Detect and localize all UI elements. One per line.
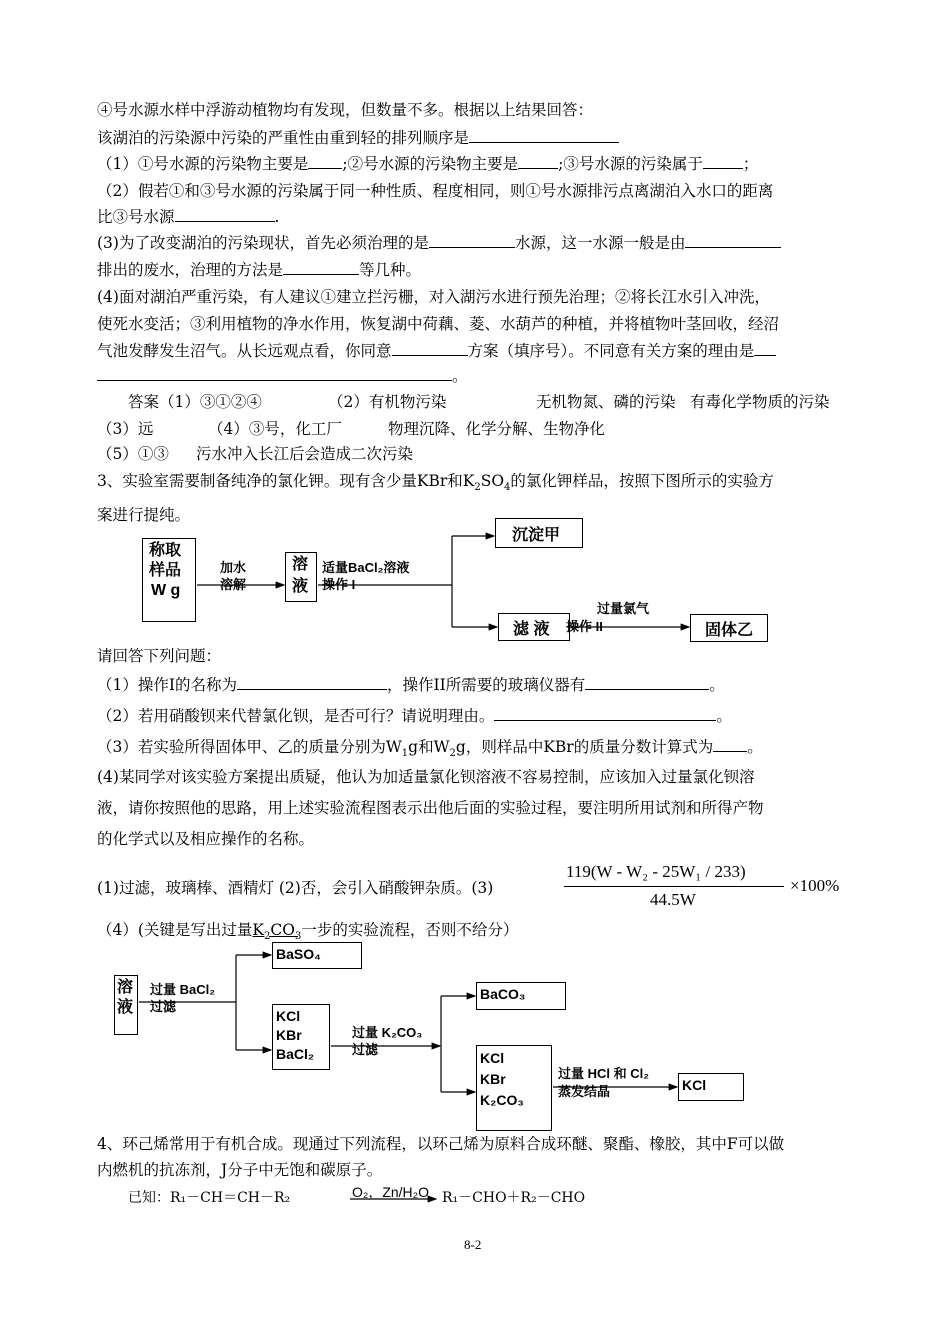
label: 液 — [292, 578, 309, 595]
text-line: 液，请你按照他的思路，用上述实验流程图表示出他后面的实验过程，要注明所用试剂和所得产物 — [97, 799, 764, 817]
answer-line: 答案（1）③①②④ — [128, 393, 262, 411]
label: 样品 — [149, 562, 182, 579]
text: 。 — [709, 676, 725, 694]
label: KCl — [480, 1050, 505, 1066]
solid-box: 固体乙 — [690, 614, 768, 642]
text: 等几种。 — [359, 261, 422, 279]
label: BaCl₂ — [276, 1046, 315, 1062]
text: 排出的废水，治理的方法是 — [97, 261, 284, 279]
text: 气池发酵发生沼气。从长远观点看，你同意 — [97, 342, 392, 360]
reaction-condition: O₂，Zn/H₂O — [352, 1184, 429, 1200]
text: 的氯化钾样品，按照下图所示的实验方 — [510, 472, 774, 490]
text: (3)为了改变湖泊的污染现状，首先必须治理的是 — [97, 234, 429, 252]
text: （3）若实验所得固体甲、乙的质量分别为W — [97, 738, 402, 756]
step-label: 溶解 — [220, 577, 247, 592]
text-line: （2）假若①和③号水源的污染属于同一种性质、程度相同，则①号水源排污点离湖泊入水口的距离 — [97, 182, 774, 200]
text: 水源，这一水源一般是由 — [514, 234, 686, 252]
text: g和W — [408, 738, 450, 756]
text-line: 的化学式以及相应操作的名称。 — [97, 830, 315, 848]
label: 溶 — [117, 979, 134, 996]
label: K₂CO₃ — [480, 1092, 524, 1108]
subscript: 2 — [474, 482, 481, 494]
baso4-box: BaSO₄ — [272, 942, 362, 969]
text: 比③号水源 — [97, 208, 175, 226]
label: 溶 — [292, 556, 309, 573]
answer-line: （3）远 — [97, 420, 154, 438]
text: （1）操作I的名称为 — [97, 676, 237, 694]
subscript: 2 — [449, 748, 456, 760]
text-line: 内燃机的抗冻剂，J分子中无饱和碳原子。 — [97, 1161, 383, 1179]
kcl-box: KCl — [678, 1073, 744, 1101]
text: ，操作II所需要的玻璃仪器有 — [387, 676, 586, 694]
answer-line: 有毒化学物质的污染 — [690, 393, 830, 411]
answer-line: 无机物氮、磷的污染 — [536, 393, 676, 411]
filtrate-box: 滤 液 — [498, 613, 570, 641]
text: 方案（填序号）。不同意有关方案的理由是 — [467, 342, 755, 360]
underlined: $K_2CO_3$ — [252, 921, 302, 943]
text-line: 使死水变活；③利用植物的净水作用，恢复湖中荷藕、菱、水葫芦的种植，并将植物叶茎回收，经沼 — [97, 315, 780, 333]
step-label: 过量 K₂CO₃ — [352, 1025, 423, 1040]
label: KCl — [276, 1008, 301, 1024]
text: （1）①号水源的污染物主要是 — [97, 155, 309, 173]
text: g，则样品中KBr的质量分数计算式为 — [455, 738, 714, 756]
answer-line: (1)过滤，玻璃棒、酒精灯 (2)否，会引入硝酸钾杂质。(3) — [97, 879, 494, 897]
step-label: 过量 BaCl₂ — [150, 982, 216, 997]
text: 。 — [716, 707, 732, 725]
text: （4）(关键是写出过量 — [97, 921, 253, 939]
answer-line: （2）有机物污染 — [328, 393, 447, 411]
text: . — [274, 208, 280, 226]
step-label: 加水 — [220, 560, 247, 575]
fraction-denominator: 44.5W — [650, 890, 696, 909]
text: 。 — [747, 738, 763, 756]
reaction-product: R₁－CHO＋R₂－CHO — [442, 1190, 586, 1206]
text: ;③号水源的污染属于 — [558, 155, 703, 173]
fraction-tail: ×100% — [790, 876, 840, 895]
step-label: 过量 HCl 和 Cl₂ — [558, 1066, 650, 1081]
text: （2）若用硝酸钡来代替氯化钡，是否可行？请说明理由。 — [97, 707, 495, 725]
baco3-box: BaCO₃ — [476, 982, 566, 1010]
text: 该湖泊的污染源中污染的严重性由重到轻的排列顺序是 — [97, 129, 470, 147]
text: 一步的实验流程，否则不给分） — [301, 921, 519, 939]
precipitate-box: 沉淀甲 — [495, 518, 583, 548]
step-label: 过滤 — [150, 999, 177, 1014]
label: KBr — [480, 1071, 506, 1087]
answer-line: （4）③号，化工厂 — [208, 420, 342, 438]
subscript: 1 — [401, 748, 409, 760]
label: W g — [151, 582, 181, 599]
known-reaction: 已知：R₁－CH＝CH－R₂ — [128, 1190, 291, 1206]
label: 液 — [117, 999, 134, 1016]
text-line: (4)面对湖泊严重污染，有人建议①建立拦污栅，对入湖污水进行预先治理；②将长江水引入冲洗， — [97, 288, 770, 306]
answer-line: 物理沉降、化学分解、生物净化 — [388, 420, 606, 438]
step-label: 适量BaCl₂溶液 — [322, 560, 410, 575]
label: 称取 — [149, 542, 182, 559]
answer-line: （5）①③ — [97, 445, 169, 463]
step-label: 操作 II — [566, 619, 603, 634]
label: KBr — [276, 1027, 302, 1043]
text: 3、实验室需要制备纯净的氯化钾。现有含少量KBr和K — [97, 472, 475, 490]
step-label: 蒸发结晶 — [558, 1084, 611, 1099]
step-label: 操作 I — [322, 577, 356, 592]
text: ;②号水源的污染物主要是 — [342, 155, 519, 173]
text-line: ④号水源水样中浮游动植物均有发现，但数量不多。根据以上结果回答： — [97, 101, 594, 119]
step-label: 过滤 — [352, 1042, 379, 1057]
step-label: 过量氯气 — [597, 601, 650, 616]
text-line: 案进行提纯。 — [97, 506, 191, 524]
text: SO — [480, 472, 505, 490]
page-number: 8-2 — [464, 1237, 482, 1252]
subscript: 4 — [504, 482, 511, 494]
text-line: (4)某同学对该实验方案提出质疑，他认为加适量氯化钡溶液不容易控制，应该加入过量氯化钡溶 — [97, 768, 755, 786]
text-line: 请回答下列问题： — [97, 647, 222, 665]
text: 。 — [452, 367, 468, 385]
text: ； — [742, 155, 759, 173]
question-4: 4、环己烯常用于有机合成。现通过下列流程，以环己烯为原料合成环醚、聚酯、橡胶，其中F可以做 — [97, 1135, 785, 1153]
answer-line: 污水冲入长江后会造成二次污染 — [196, 445, 414, 463]
fraction-numerator: 119(W - W₂ - 25W₁ / 233) — [566, 862, 746, 881]
